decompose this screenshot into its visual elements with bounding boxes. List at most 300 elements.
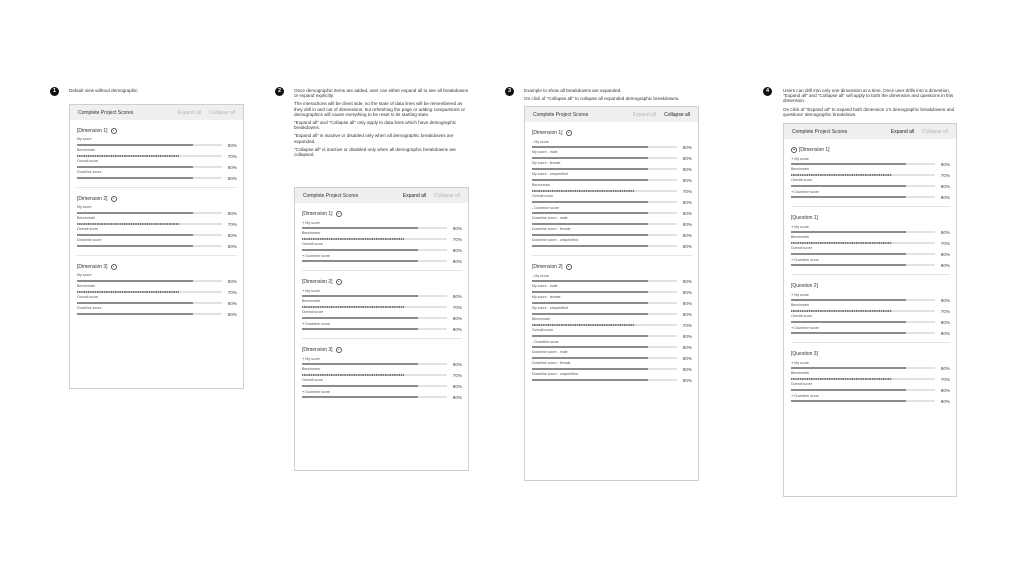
- score-bar-line: [302, 326, 462, 332]
- drill-out-icon[interactable]: [791, 147, 797, 153]
- score-value: 80%: [682, 344, 692, 350]
- score-value: 80%: [940, 365, 950, 371]
- benchmark-bar-fill: [532, 324, 634, 326]
- panel-header: [295, 188, 468, 203]
- score-bar-track: [532, 346, 677, 348]
- score-bar-track: [532, 223, 677, 225]
- note-paragraph: "Expand all" and "Collapse all" only apply to data lines which have demographic breakdowns.: [294, 120, 457, 131]
- score-value: 80%: [940, 262, 950, 268]
- score-bar-track: [791, 400, 935, 402]
- expand-row-icon[interactable]: +: [791, 257, 794, 262]
- score-bar-fill: [302, 328, 418, 330]
- score-bar-fill: [532, 335, 648, 337]
- score-value: 80%: [940, 330, 950, 336]
- drill-in-icon[interactable]: [111, 264, 117, 270]
- dimension-title: [Dimension 3]: [302, 346, 333, 353]
- score-bar-track: [532, 201, 677, 203]
- score-bar-fill: [77, 280, 193, 282]
- score-value: 80%: [452, 225, 462, 231]
- note-paragraph: On click of "Expand all" to expand both dimension 1's demographic breakdowns and questions' demographic breakdown.: [783, 106, 955, 117]
- score-value: 70%: [227, 221, 237, 227]
- score-value: 80%: [682, 177, 692, 183]
- score-value: 80%: [682, 232, 692, 238]
- score-row: [791, 382, 950, 393]
- score-row: [532, 317, 692, 328]
- scores-panel: [69, 104, 244, 389]
- score-row: [302, 367, 462, 378]
- score-value: 80%: [452, 315, 462, 321]
- score-bar-track: [302, 328, 447, 330]
- dimension-section: [791, 349, 950, 410]
- score-row: [532, 284, 692, 295]
- benchmark-bar-fill: [791, 242, 892, 244]
- score-label: Benchmark: [791, 167, 810, 171]
- panel-header: [784, 124, 956, 139]
- score-value: 80%: [227, 142, 237, 148]
- score-value: 80%: [452, 258, 462, 264]
- panel-header: [70, 105, 243, 120]
- score-value: 80%: [452, 394, 462, 400]
- score-bar-fill: [532, 157, 648, 159]
- score-row: [532, 172, 692, 183]
- expand-row-icon[interactable]: +: [791, 393, 794, 398]
- score-value: 80%: [452, 383, 462, 389]
- score-row: [77, 148, 237, 159]
- score-bar-fill: [77, 313, 193, 315]
- score-bar-line: [791, 194, 950, 200]
- collapse-row-icon[interactable]: -: [532, 205, 534, 210]
- score-row: [77, 216, 237, 227]
- score-value: 80%: [940, 161, 950, 167]
- score-label: My score - unspecified: [532, 306, 568, 310]
- score-label: Downline score: [534, 206, 559, 210]
- dimension-header[interactable]: [791, 213, 950, 222]
- score-bar-line: [302, 258, 462, 264]
- score-row: [77, 170, 237, 181]
- dimension-title: [Dimension 2]: [77, 195, 108, 202]
- drill-in-icon[interactable]: [111, 196, 117, 202]
- score-bar-line: [791, 330, 950, 336]
- score-label: My score: [794, 157, 809, 161]
- score-label: Overall score: [77, 295, 99, 299]
- benchmark-bar-fill: [791, 310, 892, 312]
- score-bar-track: [77, 212, 222, 214]
- score-bar-track: [77, 302, 222, 304]
- score-row: [532, 183, 692, 194]
- score-bar-fill: [77, 144, 193, 146]
- score-bar-fill: [302, 295, 418, 297]
- score-row: [302, 220, 462, 231]
- expand-row-icon[interactable]: +: [791, 189, 794, 194]
- score-bar-track: [532, 179, 677, 181]
- score-bar-track: [302, 374, 447, 376]
- score-value: 70%: [940, 308, 950, 314]
- score-value: 80%: [682, 278, 692, 284]
- collapse-all-button[interactable]: Collapse all: [664, 111, 690, 118]
- score-bar-fill: [791, 332, 906, 334]
- score-bar-track: [532, 291, 677, 293]
- score-bar-track: [791, 185, 935, 187]
- score-row: [791, 257, 950, 268]
- panel-body: [295, 203, 468, 406]
- score-bar-track: [532, 335, 677, 337]
- dimension-header[interactable]: [791, 281, 950, 290]
- score-value: 80%: [682, 377, 692, 383]
- score-bar-fill: [77, 177, 193, 179]
- score-row: [302, 378, 462, 389]
- score-value: 80%: [452, 361, 462, 367]
- expand-all-button[interactable]: Expand all: [177, 109, 202, 116]
- score-bar-fill: [532, 212, 648, 214]
- score-row: [302, 321, 462, 332]
- score-label: Downline score - male: [532, 216, 568, 220]
- dimension-header[interactable]: [77, 262, 237, 271]
- expand-row-icon[interactable]: +: [791, 224, 794, 229]
- score-bar-track: [791, 310, 935, 312]
- panel-title: Complete Project Scores: [533, 111, 589, 118]
- score-bar-fill: [532, 379, 648, 381]
- score-bar-track: [532, 368, 677, 370]
- expand-row-icon[interactable]: +: [791, 156, 794, 161]
- note-paragraph: Users can drill into only one dimension at a time. Once user drills into a dimention, "Expand all" and "Collapse all" will apply to both the dimension and questions in this dimension.: [783, 88, 954, 104]
- score-value: 80%: [682, 366, 692, 372]
- score-row: [302, 299, 462, 310]
- score-row: [302, 389, 462, 400]
- benchmark-bar-fill: [532, 190, 634, 192]
- score-bar-track: [532, 190, 677, 192]
- note-paragraph: Example to show all breakdowns are expanded.: [524, 88, 622, 93]
- score-value: 70%: [452, 372, 462, 378]
- score-label: Downline score: [794, 394, 819, 398]
- score-row: [532, 273, 692, 284]
- dimension-header[interactable]: [532, 262, 692, 271]
- expand-row-icon[interactable]: +: [302, 288, 305, 293]
- score-label: My score - female: [532, 295, 561, 299]
- step-note: [783, 88, 959, 120]
- score-value: 80%: [940, 251, 950, 257]
- score-label: Overall score: [302, 310, 324, 314]
- drill-in-icon[interactable]: [336, 211, 342, 217]
- score-row: [532, 339, 692, 350]
- score-bar-fill: [791, 367, 906, 369]
- note-paragraph: On click of "Collapse all" to collapse all expanded demographic breakdowns.: [524, 96, 680, 102]
- score-bar-track: [791, 299, 935, 301]
- score-bar-fill: [77, 234, 193, 236]
- dimension-title: [Dimension 1]: [532, 129, 563, 136]
- benchmark-bar-fill: [791, 174, 892, 176]
- score-row: [532, 295, 692, 306]
- expand-all-button[interactable]: Expand all: [402, 192, 427, 199]
- score-bar-fill: [532, 223, 648, 225]
- note-paragraph: "Expand all" is inactive or disabled only when all demographic breakdowns are expanded.: [294, 133, 454, 144]
- score-bar-fill: [791, 389, 906, 391]
- dimension-section: [791, 145, 950, 207]
- collapse-row-icon[interactable]: -: [532, 273, 534, 278]
- score-label: Benchmark: [791, 371, 810, 375]
- drill-in-icon[interactable]: [336, 279, 342, 285]
- dimension-header[interactable]: [791, 145, 950, 154]
- score-label: Benchmark: [302, 367, 321, 371]
- score-row: [791, 167, 950, 178]
- score-label: Downline score: [77, 238, 102, 242]
- dimension-header[interactable]: [77, 126, 237, 135]
- dimension-section: [77, 194, 237, 256]
- score-row: [532, 194, 692, 205]
- score-label: My score - unspecified: [532, 172, 568, 176]
- score-value: 80%: [682, 243, 692, 249]
- score-row: [791, 393, 950, 404]
- score-row: [791, 371, 950, 382]
- score-value: 80%: [227, 300, 237, 306]
- score-row: [532, 216, 692, 227]
- expand-all-button[interactable]: Expand all: [632, 111, 657, 118]
- score-row: [532, 361, 692, 372]
- score-label: Overall score: [302, 242, 324, 246]
- score-row: [77, 273, 237, 284]
- score-bar-line: [302, 394, 462, 400]
- score-row: [302, 231, 462, 242]
- drill-in-icon[interactable]: [336, 347, 342, 353]
- score-row: [791, 292, 950, 303]
- benchmark-bar-fill: [77, 223, 179, 225]
- dimension-title: [Question 1]: [791, 214, 818, 221]
- score-label: Downline score - female: [532, 227, 571, 231]
- score-label: Downline score: [794, 258, 819, 262]
- note-paragraph: The interactions will be client side, so the state of data lines will be remembered as they drill in and out of dimensions, but refreshing the page or adding comparisons or demographics will cause everything to be reset to its starting state.: [294, 101, 466, 117]
- score-row: [791, 189, 950, 200]
- score-label: My score: [305, 221, 320, 225]
- score-value: 80%: [682, 333, 692, 339]
- score-bar-fill: [532, 368, 648, 370]
- score-label: Downline score: [534, 340, 559, 344]
- expand-row-icon[interactable]: +: [791, 360, 794, 365]
- score-label: Overall score: [532, 328, 554, 332]
- score-bar-line: [532, 377, 692, 383]
- score-value: 80%: [682, 355, 692, 361]
- dimension-header[interactable]: [302, 209, 462, 218]
- score-value: 80%: [682, 210, 692, 216]
- score-bar-track: [532, 280, 677, 282]
- score-value: 70%: [227, 153, 237, 159]
- score-bar-track: [791, 242, 935, 244]
- score-bar-track: [77, 155, 222, 157]
- score-bar-track: [302, 238, 447, 240]
- collapse-all-button[interactable]: Collapse all: [434, 192, 460, 199]
- collapse-row-icon[interactable]: -: [532, 139, 534, 144]
- score-bar-track: [77, 144, 222, 146]
- score-bar-fill: [302, 396, 418, 398]
- score-bar-fill: [77, 302, 193, 304]
- score-bar-track: [302, 260, 447, 262]
- score-bar-fill: [532, 313, 648, 315]
- score-bar-track: [302, 363, 447, 365]
- score-value: 80%: [452, 326, 462, 332]
- dimension-title: [Question 2]: [791, 282, 818, 289]
- score-bar-track: [532, 212, 677, 214]
- dimension-header[interactable]: [302, 277, 462, 286]
- benchmark-bar-fill: [302, 374, 404, 376]
- score-bar-track: [791, 163, 935, 165]
- step-number-badge: 2: [275, 87, 284, 96]
- score-label: Downline score: [305, 254, 330, 258]
- score-bar-fill: [791, 299, 906, 301]
- score-row: [532, 328, 692, 339]
- score-bar-line: [77, 175, 237, 181]
- score-label: Downline score: [305, 390, 330, 394]
- score-label: Benchmark: [791, 235, 810, 239]
- step-note: [524, 88, 704, 104]
- score-bar-track: [532, 234, 677, 236]
- dimension-section: [791, 281, 950, 343]
- dimension-title: [Question 3]: [791, 350, 818, 357]
- score-row: [791, 246, 950, 257]
- score-row: [77, 306, 237, 317]
- expand-row-icon[interactable]: +: [791, 325, 794, 330]
- scores-panel: [524, 106, 699, 481]
- score-bar-track: [302, 385, 447, 387]
- benchmark-bar-fill: [302, 238, 404, 240]
- score-label: My score - male: [532, 284, 558, 288]
- score-bar-track: [302, 396, 447, 398]
- score-value: 80%: [227, 278, 237, 284]
- dimension-header[interactable]: [532, 128, 692, 137]
- score-label: Benchmark: [302, 299, 321, 303]
- score-row: [791, 224, 950, 235]
- score-value: 80%: [452, 293, 462, 299]
- collapse-all-button[interactable]: Collapse all: [922, 128, 948, 135]
- drill-in-icon[interactable]: [566, 264, 572, 270]
- score-value: 80%: [940, 398, 950, 404]
- score-bar-line: [791, 398, 950, 404]
- score-bar-line: [77, 311, 237, 317]
- score-bar-fill: [302, 227, 418, 229]
- score-value: 80%: [227, 164, 237, 170]
- dimension-title: [Dimension 2]: [532, 263, 563, 270]
- expand-row-icon[interactable]: +: [302, 253, 305, 258]
- score-bar-track: [77, 245, 222, 247]
- score-bar-fill: [791, 400, 906, 402]
- score-label: My score: [794, 361, 809, 365]
- collapse-row-icon[interactable]: -: [532, 339, 534, 344]
- score-value: 70%: [227, 289, 237, 295]
- score-row: [791, 325, 950, 336]
- note-paragraph: Default view without demographic: [69, 88, 138, 93]
- score-label: Overall score: [302, 378, 324, 382]
- score-label: My score: [794, 225, 809, 229]
- score-label: My score: [77, 273, 92, 277]
- score-value: 80%: [227, 175, 237, 181]
- score-bar-track: [791, 253, 935, 255]
- panel-title: Complete Project Scores: [792, 128, 848, 135]
- score-value: 80%: [940, 183, 950, 189]
- score-bar-fill: [77, 212, 193, 214]
- score-label: My score: [534, 140, 549, 144]
- score-bar-track: [791, 321, 935, 323]
- dimension-header[interactable]: [77, 194, 237, 203]
- score-bar-fill: [791, 253, 906, 255]
- score-bar-track: [791, 378, 935, 380]
- dimension-header[interactable]: [791, 349, 950, 358]
- score-bar-fill: [532, 201, 648, 203]
- score-bar-track: [77, 166, 222, 168]
- expand-row-icon[interactable]: +: [302, 220, 305, 225]
- score-value: 80%: [682, 144, 692, 150]
- expand-row-icon[interactable]: +: [791, 292, 794, 297]
- panel-body: [784, 139, 956, 410]
- score-bar-track: [77, 234, 222, 236]
- score-value: 80%: [682, 311, 692, 317]
- score-bar-fill: [532, 280, 648, 282]
- score-bar-line: [791, 262, 950, 268]
- drill-in-icon[interactable]: [566, 130, 572, 136]
- expand-row-icon[interactable]: +: [302, 321, 305, 326]
- score-label: Benchmark: [302, 231, 321, 235]
- dimension-title: [Dimension 1]: [77, 127, 108, 134]
- score-bar-track: [302, 227, 447, 229]
- dimension-title: [Dimension 1]: [302, 210, 333, 217]
- score-bar-fill: [302, 385, 418, 387]
- dimension-header[interactable]: [302, 345, 462, 354]
- score-label: Downline score: [794, 190, 819, 194]
- score-label: Overall score: [77, 227, 99, 231]
- score-row: [77, 137, 237, 148]
- panel-title: Complete Project Scores: [303, 192, 359, 199]
- expand-all-button[interactable]: Expand all: [890, 128, 915, 135]
- expand-row-icon[interactable]: +: [302, 389, 305, 394]
- score-value: 80%: [682, 166, 692, 172]
- scores-panel: [294, 187, 469, 471]
- score-bar-track: [77, 280, 222, 282]
- score-bar-fill: [532, 179, 648, 181]
- score-value: 80%: [940, 194, 950, 200]
- step-note: [69, 88, 249, 96]
- collapse-all-button[interactable]: Collapse all: [209, 109, 235, 116]
- score-label: My score: [534, 274, 549, 278]
- panel-title: Complete Project Scores: [78, 109, 134, 116]
- score-bar-track: [791, 389, 935, 391]
- score-value: 80%: [682, 289, 692, 295]
- dimension-title: [Dimension 3]: [77, 263, 108, 270]
- score-label: Overall score: [791, 314, 813, 318]
- score-label: Downline score - female: [532, 361, 571, 365]
- score-label: My score: [77, 137, 92, 141]
- expand-row-icon[interactable]: +: [302, 356, 305, 361]
- score-value: 80%: [940, 387, 950, 393]
- score-bar-fill: [532, 168, 648, 170]
- dimension-section: [77, 262, 237, 323]
- score-row: [532, 306, 692, 317]
- score-bar-fill: [791, 231, 906, 233]
- score-row: [532, 350, 692, 361]
- score-bar-track: [532, 379, 677, 381]
- score-label: Downline score: [305, 322, 330, 326]
- score-label: Downline score - unspecified: [532, 372, 578, 376]
- score-row: [791, 360, 950, 371]
- score-value: 80%: [682, 300, 692, 306]
- score-label: Overall score: [791, 178, 813, 182]
- score-label: Benchmark: [77, 148, 96, 152]
- panel-header: [525, 107, 698, 122]
- benchmark-bar-fill: [77, 291, 179, 293]
- dimension-section: [302, 345, 462, 406]
- step-number-badge: 3: [505, 87, 514, 96]
- score-row: [791, 178, 950, 189]
- score-row: [77, 205, 237, 216]
- score-bar-track: [791, 231, 935, 233]
- panel-body: [70, 120, 243, 323]
- drill-in-icon[interactable]: [111, 128, 117, 134]
- step-number-badge: 1: [50, 87, 59, 96]
